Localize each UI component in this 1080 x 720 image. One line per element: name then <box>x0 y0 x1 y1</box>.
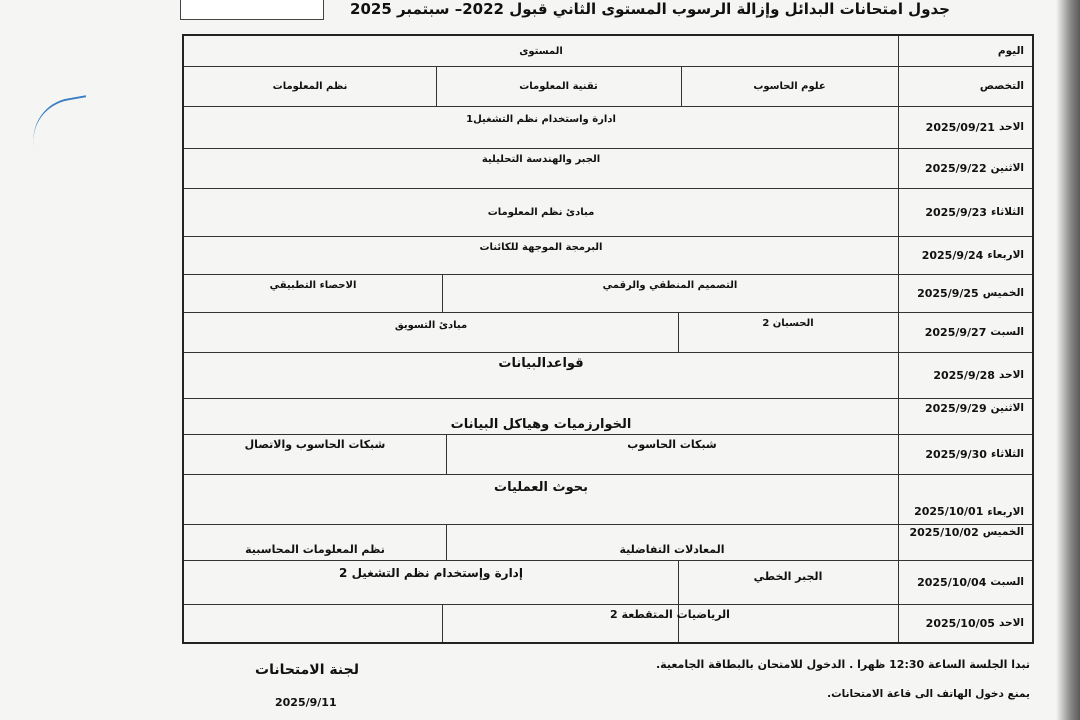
table-row <box>184 560 1032 605</box>
header-spec-is: نظم المعلومات <box>272 80 348 92</box>
stamp-box <box>180 0 324 20</box>
table-row <box>184 312 1032 353</box>
table-row <box>184 524 1032 561</box>
day-name: الاثنين <box>990 402 1024 414</box>
subject: شبكات الحاسوب <box>627 438 717 451</box>
table-row <box>184 474 1032 525</box>
committee-date: 2025/9/11 <box>275 696 337 709</box>
exam-date: 2025/9/24 <box>921 248 984 262</box>
day-name: الاحد <box>998 617 1024 629</box>
exam-date: 2025/10/05 <box>925 616 995 630</box>
subject: مبادئ نظم المعلومات <box>487 206 595 218</box>
subject: مبادئ التسويق <box>394 320 468 331</box>
table-row <box>184 274 1032 313</box>
day-name: الخميس <box>982 526 1024 538</box>
day-name: السبت <box>990 576 1024 588</box>
exam-date: 2025/10/01 <box>914 505 984 518</box>
subject: البرمجة الموجهة للكائنات <box>479 242 603 253</box>
table-row <box>184 604 1032 642</box>
exam-date: 2025/10/02 <box>909 526 979 539</box>
exam-date: 2025/9/27 <box>924 325 987 339</box>
subject: الجبر الخطي <box>753 570 823 583</box>
table-row <box>184 188 1032 237</box>
subject: المعادلات التفاضلية <box>619 543 725 556</box>
day-name: الخميس <box>982 287 1024 299</box>
header-row-specialization <box>184 66 1032 107</box>
header-row-level <box>184 36 1032 67</box>
table-row <box>184 236 1032 275</box>
subject: نظم المعلومات المحاسبية <box>245 543 385 556</box>
table-row <box>184 148 1032 189</box>
subject: الخوارزميات وهياكل البيانات <box>450 417 632 432</box>
table-row <box>184 106 1032 149</box>
day-name: الاحد <box>998 369 1024 381</box>
header-specialization: التخصص <box>898 66 1032 106</box>
subject: التصميم المنطقي والرقمي <box>602 280 738 291</box>
exam-date: 2025/09/21 <box>925 120 995 134</box>
exam-schedule-table <box>182 34 1034 644</box>
header-level: المستوى <box>519 45 563 57</box>
subject: الرياضيات المتقطعة 2 <box>610 608 730 621</box>
subject: الحسبان 2 <box>762 318 814 329</box>
table-row <box>184 398 1032 435</box>
subject: الجبر والهندسة التحليلية <box>481 154 601 165</box>
table-row <box>184 434 1032 475</box>
day-name: الاثنين <box>990 162 1024 174</box>
header-spec-it: تقنية المعلومات <box>519 80 598 92</box>
day-name: الثلاثاء <box>990 206 1024 218</box>
subject: ادارة واستخدام نظم التشغيل1 <box>466 114 616 125</box>
exam-date: 2025/9/22 <box>924 161 987 175</box>
exam-date: 2025/9/29 <box>924 402 987 415</box>
exam-date: 2025/10/04 <box>917 575 987 589</box>
subject: بحوث العمليات <box>494 480 588 495</box>
day-name: السبت <box>990 326 1024 338</box>
footer-note-session: تبدا الجلسة الساعة 12:30 ظهرا . الدخول للامتحان بالبطاقة الجامعية. <box>655 658 1030 671</box>
pen-mark <box>27 95 93 147</box>
subject: شبكات الحاسوب والاتصال <box>244 438 386 451</box>
exam-date: 2025/9/23 <box>925 205 987 219</box>
exam-date: 2025/9/28 <box>933 368 995 382</box>
subject: إدارة وإستخدام نظم التشغيل 2 <box>339 566 523 580</box>
day-name: الاربعاء <box>987 506 1024 518</box>
header-day: اليوم <box>898 36 1032 66</box>
header-spec-cs: علوم الحاسوب <box>753 80 826 92</box>
subject: الاحصاء التطبيقي <box>269 280 357 291</box>
day-name: الثلاثاء <box>990 448 1024 460</box>
page-edge-shadow <box>1056 0 1080 720</box>
day-name: الاحد <box>998 121 1024 133</box>
day-name: الاربعاء <box>987 249 1024 261</box>
exam-date: 2025/9/30 <box>925 447 987 461</box>
committee-signature: لجنة الامتحانات <box>255 662 359 678</box>
footer-note-phones: يمنع دخول الهاتف الى قاعة الامتحانات. <box>827 688 1030 700</box>
exam-date: 2025/9/25 <box>917 286 979 300</box>
page-title: جدول امتحانات البدائل وإزالة الرسوب المستوى الثاني قبول 2022– سبتمبر 2025 <box>350 0 950 18</box>
subject: قواعدالبيانات <box>498 356 584 371</box>
table-row <box>184 352 1032 399</box>
